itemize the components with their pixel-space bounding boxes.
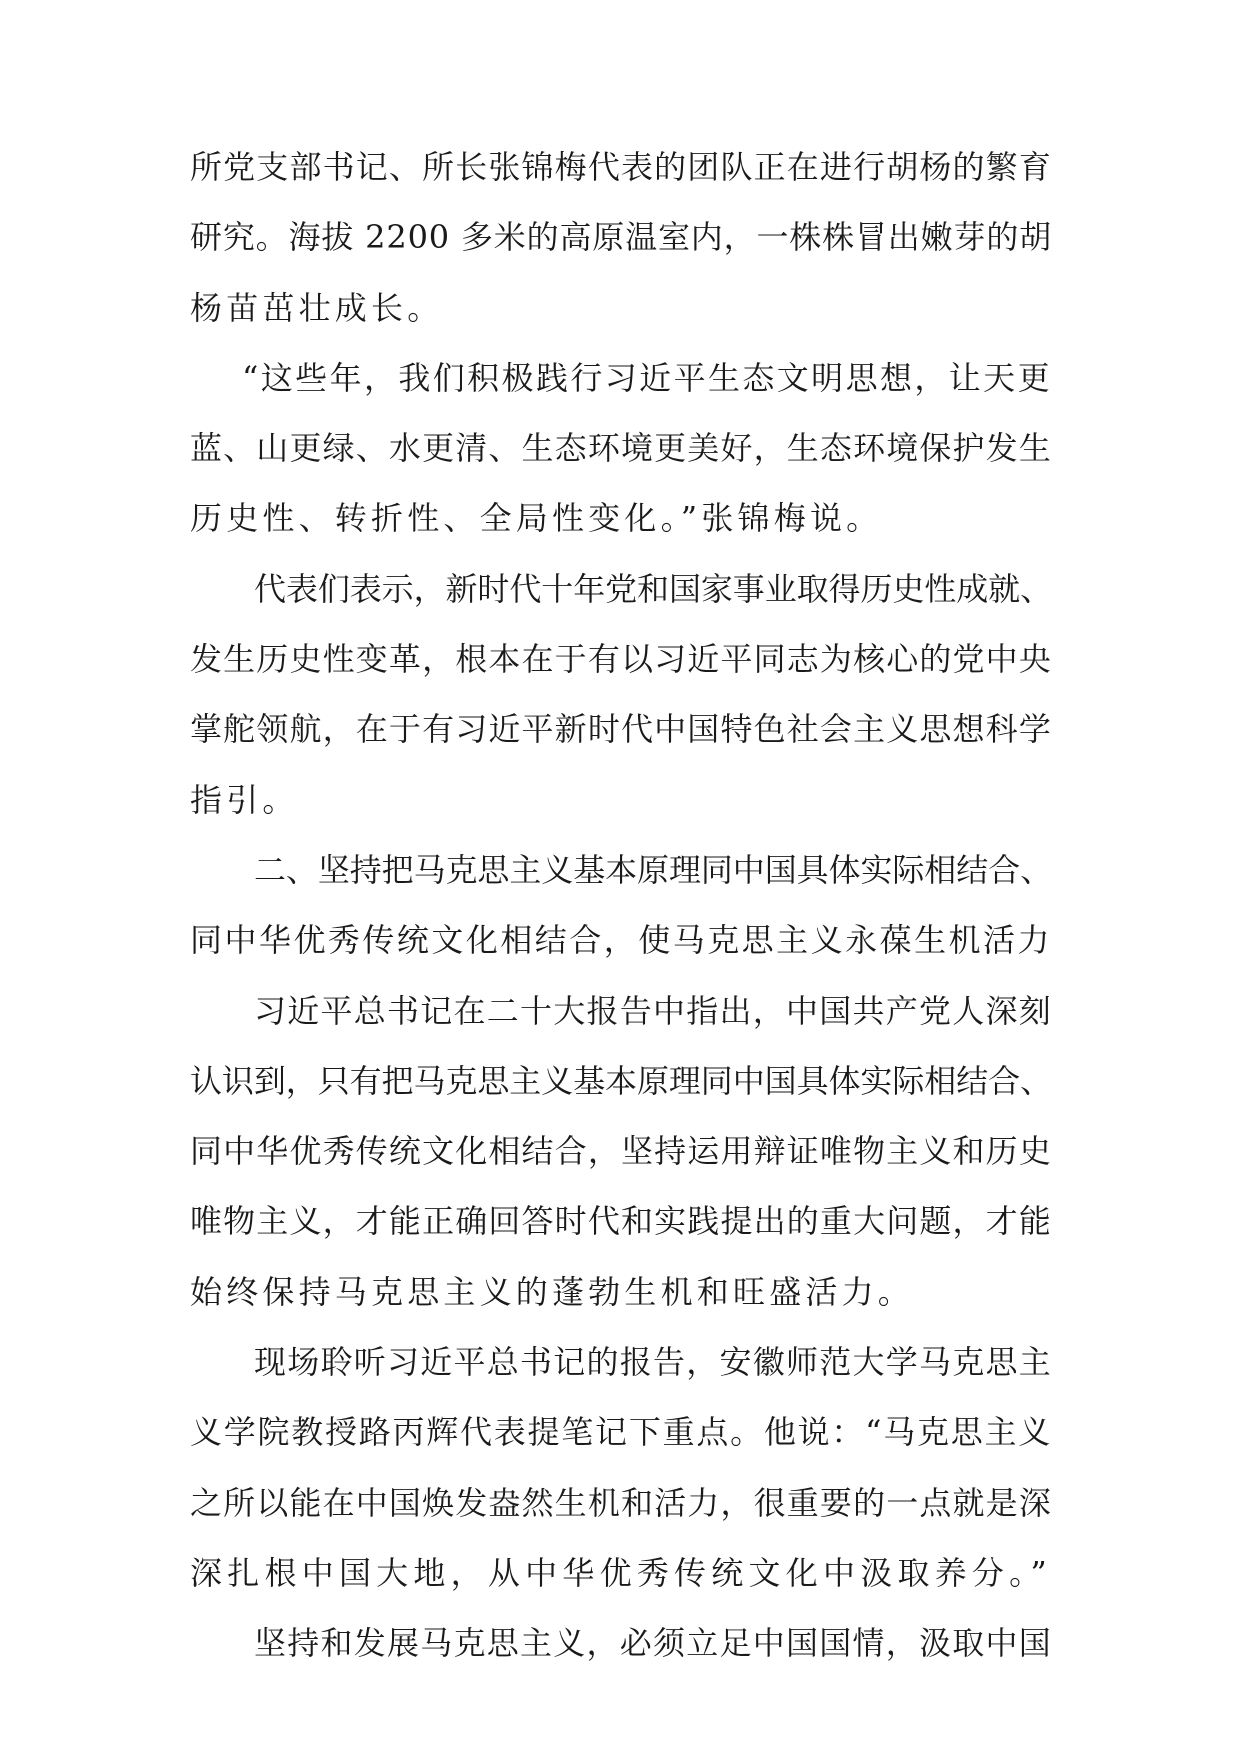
text-line: 义学院教授路丙辉代表提笔记下重点。他说：“马克思主义 <box>190 1413 1052 1452</box>
text-line: 发生历史性变革，根本在于有以习近平同志为核心的党中央 <box>190 640 1052 679</box>
text-line: 历史性、转折性、全局性变化。”张锦梅说。 <box>190 499 883 538</box>
text-line: 唯物主义，才能正确回答时代和实践提出的重大问题，才能 <box>190 1202 1052 1241</box>
text-line: 坚持和发展马克思主义，必须立足中国国情，汲取中国 <box>254 1624 1052 1663</box>
text-line: 同中华优秀传统文化相结合，坚持运用辩证唯物主义和历史 <box>190 1132 1052 1171</box>
text-line: 所党支部书记、所长张锦梅代表的团队正在进行胡杨的繁育 <box>190 148 1052 186</box>
section-heading: 二、坚持把马克思主义基本原理同中国具体实际相结合、 <box>254 850 1052 889</box>
text-line: 现场聆听习近平总书记的报告，安徽师范大学马克思主 <box>254 1343 1052 1382</box>
text-line: 习近平总书记在二十大报告中指出，中国共产党人深刻 <box>254 991 1052 1030</box>
text-line: 之所以能在中国焕发盎然生机和活力，很重要的一点就是深 <box>190 1483 1052 1522</box>
text-line: 掌舵领航，在于有习近平新时代中国特色社会主义思想科学 <box>190 710 1052 749</box>
text-line: 指引。 <box>190 780 299 819</box>
section-heading: 同中华优秀传统文化相结合，使马克思主义永葆生机活力 <box>190 921 1052 960</box>
text-line: 认识到，只有把马克思主义基本原理同中国具体实际相结合、 <box>190 1061 1052 1100</box>
text-line: 深扎根中国大地，从中华优秀传统文化中汲取养分。” <box>190 1553 1052 1592</box>
text-line: “这些年，我们积极践行习近平生态文明思想，让天更 <box>242 358 1052 397</box>
text-line: 研究。海拔 2200 多米的高原温室内，一株株冒出嫩芽的胡 <box>190 218 1052 257</box>
text-line: 杨苗茁壮成长。 <box>190 288 444 327</box>
text-line: 代表们表示，新时代十年党和国家事业取得历史性成就、 <box>254 569 1052 608</box>
text-line: 始终保持马克思主义的蓬勃生机和旺盛活力。 <box>190 1272 915 1311</box>
text-line: 蓝、山更绿、水更清、生态环境更美好，生态环境保护发生 <box>190 429 1052 468</box>
document-body <box>190 132 1052 1679</box>
